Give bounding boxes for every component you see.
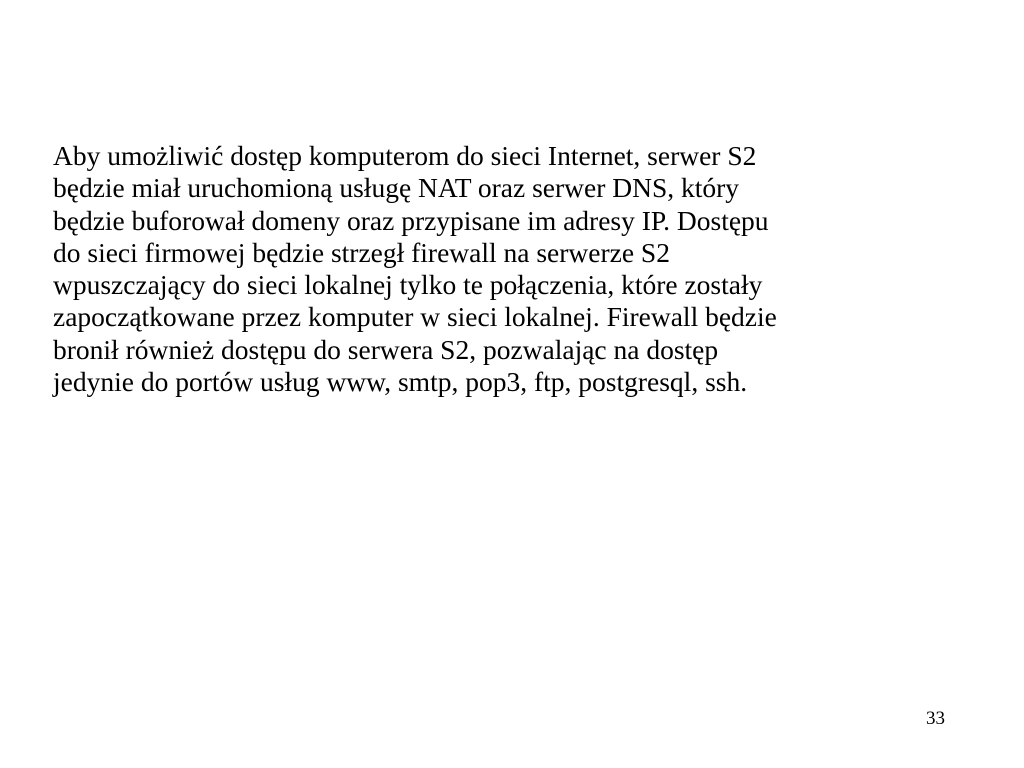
page-number: 33 — [926, 708, 945, 729]
body-line: do sieci firmowej będzie strzegł firewall na serwerze S2 — [53, 236, 670, 268]
body-line: zapoczątkowane przez komputer w sieci lokalnej. Firewall będzie — [53, 301, 777, 333]
body-line: będzie miał uruchomioną usługę NAT oraz serwer DNS, który — [53, 172, 740, 204]
body-line: jedynie do portów usług www, smtp, pop3, ftp, postgresql, ssh. — [53, 366, 748, 398]
body-line: Aby umożliwić dostęp komputerom do sieci Internet, serwer S2 — [53, 140, 757, 171]
body-line: będzie buforował domeny oraz przypisane im adresy IP. Dostępu — [53, 204, 769, 236]
body-paragraph — [53, 140, 983, 398]
body-line: wpuszczający do sieci lokalnej tylko te połączenia, które zostały — [53, 269, 763, 301]
body-line: bronił również dostępu do serwera S2, pozwalając na dostęp — [53, 333, 719, 365]
